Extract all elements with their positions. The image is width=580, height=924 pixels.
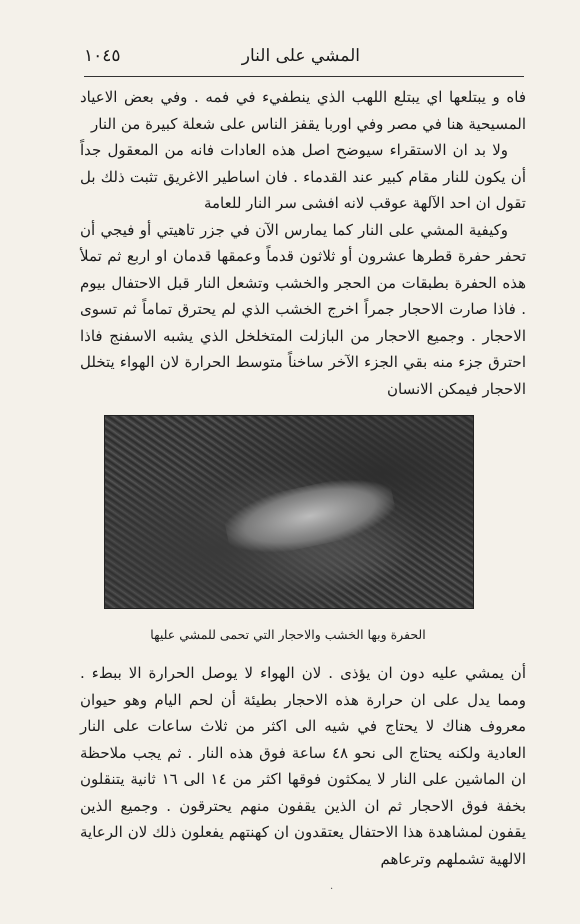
footer-mark: · [330, 884, 334, 895]
photo-pit-area [221, 469, 400, 563]
body-text-bottom [80, 660, 526, 872]
paragraph: فاه و يبتلعها اي يبتلع اللهب الذي ينطفيء في فمه . وفي بعض الاعياد المسيحية هنا في مصر وفي اوربا يقفز الناس على شعلة كبيرة من النار [80, 88, 526, 133]
running-header [84, 44, 510, 78]
body-text-top [80, 84, 526, 402]
page-number: ١٠٤٥ [84, 46, 121, 66]
running-title: المشي على النار [241, 46, 360, 66]
header-rule [84, 76, 524, 77]
figure-caption: الحفرة وبها الخشب والاحجار التي تحمى للمشي عليها [150, 627, 426, 642]
fire-pit-photo [104, 415, 474, 609]
paragraph: وكيفية المشي على النار كما يمارس الآن في جزر تاهيتي أو فيجي أن تحفر حفرة قطرها عشرون أو ثلاثون قدماً وعمقها قدمان او اربع ثم تملأ هذه الحفرة بطبقات من الحجر والخشب وتشعل النار قبل الاحتفال بيوم . فاذا صارت الاحجار جمراً اخرج الخشب الذي لم يحترق تماماً ثم تسوى الاحجار . وجميع الاحجار من البازلت المتخلخل الذي يشبه الاسفنج فاذا احترق جزء منه بقي الجزء الآخر ساخناً متوسط الحرارة لان الهواء يتخلل الاحجار فيمكن الانسان [80, 220, 526, 398]
paragraph: ولا بد ان الاستقراء سيوضح اصل هذه العادات فانه من المعقول جداً أن يكون للنار مقام كبير عند القدماء . فان اساطير الاغريق تثبت ذلك بل تقول ان احد الآلهة عوقب لانه افشى سر النار للعامة [80, 141, 526, 212]
paragraph: أن يمشي عليه دون ان يؤذى . لان الهواء لا يوصل الحرارة الا ببطء . ومما يدل على ان حرارة هذه الاحجار بطيئة أن لحم اليام وهو حيوان معروف هناك لا يحتاج في شيه الى اكثر من ثلاث ساعات على النار العادية ولكنه يحتاج الى نحو ٤٨ ساعة فوق هذه النار . ثم يجب ملاحظة ان الماشين على النار لا يمكثون فوقها اكثر من ١٤ الى ١٦ ثانية يتنقلون بخفة فوق الاحجار ثم ان الذين يقفون منهم يحترقون . وجميع الذين يقفون لمشاهدة هذا الاحتفال يعتقدون ان كهنتهم يفعلون ذلك لان الرعاية الالهية تشملهم وترعاهم [80, 664, 527, 868]
